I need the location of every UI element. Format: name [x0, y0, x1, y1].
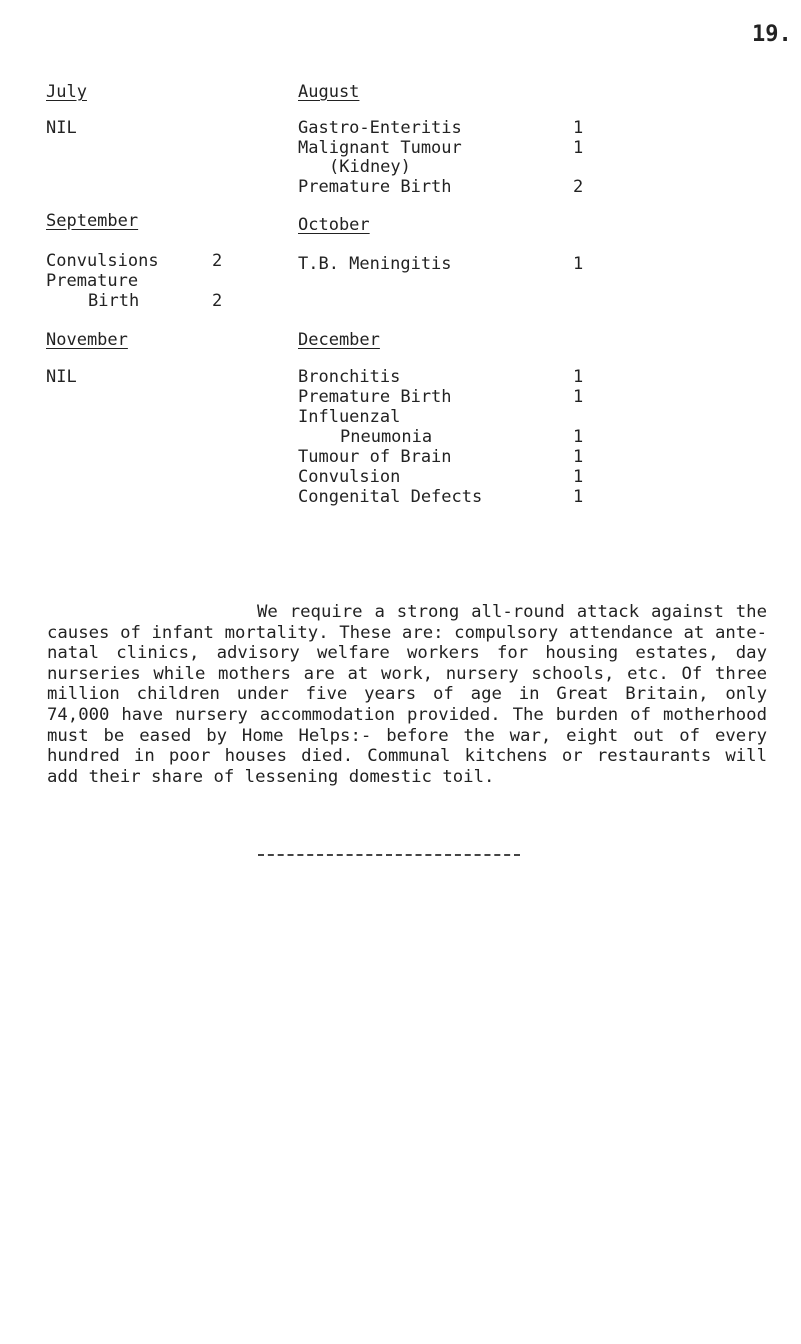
august-cause-2-cont: (Kidney)	[329, 157, 411, 177]
september-count-1: 2	[212, 251, 223, 271]
august-count-2: 1	[573, 138, 584, 158]
august-count-3: 2	[573, 177, 584, 197]
july-heading: July	[46, 82, 87, 102]
december-count-5: 1	[573, 467, 584, 487]
december-cause-3-cont: Pneumonia	[340, 427, 433, 447]
september-heading: September	[46, 211, 139, 231]
body-paragraph: We require a strong all-round attack against the causes of infant mortality. These are: compulsory attendance at ante-natal clinics, advisory welfare workers for housing estates, day nurseries while mothers are at work, nursery schools, etc. Of three million children under five years of age in Great Britain, only 74,000 have nursery accommodation provided. The burden of motherhood must be eased by Home Helps:- before the war, eight out of every hundred in poor houses died. Communal kitchens or restaurants will add their share of lessening domestic toil.	[47, 602, 767, 787]
october-heading: October	[298, 215, 370, 235]
december-count-1: 1	[573, 367, 584, 387]
december-heading: December	[298, 330, 380, 350]
divider-rule	[258, 854, 520, 856]
november-nil: NIL	[46, 367, 77, 387]
august-cause-1: Gastro-Enteritis	[298, 118, 462, 138]
august-cause-3: Premature Birth	[298, 177, 452, 197]
october-count-1: 1	[573, 254, 584, 274]
december-count-6: 1	[573, 487, 584, 507]
november-heading: November	[46, 330, 128, 350]
december-cause-2: Premature Birth	[298, 387, 452, 407]
december-cause-4: Tumour of Brain	[298, 447, 452, 467]
july-nil: NIL	[46, 118, 77, 138]
december-cause-3: Influenzal	[298, 407, 401, 427]
december-cause-6: Congenital Defects	[298, 487, 483, 507]
december-cause-5: Convulsion	[298, 467, 401, 487]
december-count-3: 1	[573, 427, 584, 447]
september-cause-1: Convulsions	[46, 251, 159, 271]
august-count-1: 1	[573, 118, 584, 138]
december-count-4: 1	[573, 447, 584, 467]
december-count-2: 1	[573, 387, 584, 407]
august-heading: August	[298, 82, 360, 102]
september-cause-2-cont: Birth	[88, 291, 140, 311]
september-count-2: 2	[212, 291, 223, 311]
october-cause-1: T.B. Meningitis	[298, 254, 452, 274]
page-number: 19.	[752, 22, 792, 47]
august-cause-2: Malignant Tumour	[298, 138, 462, 158]
september-cause-2: Premature	[46, 271, 139, 291]
december-cause-1: Bronchitis	[298, 367, 401, 387]
